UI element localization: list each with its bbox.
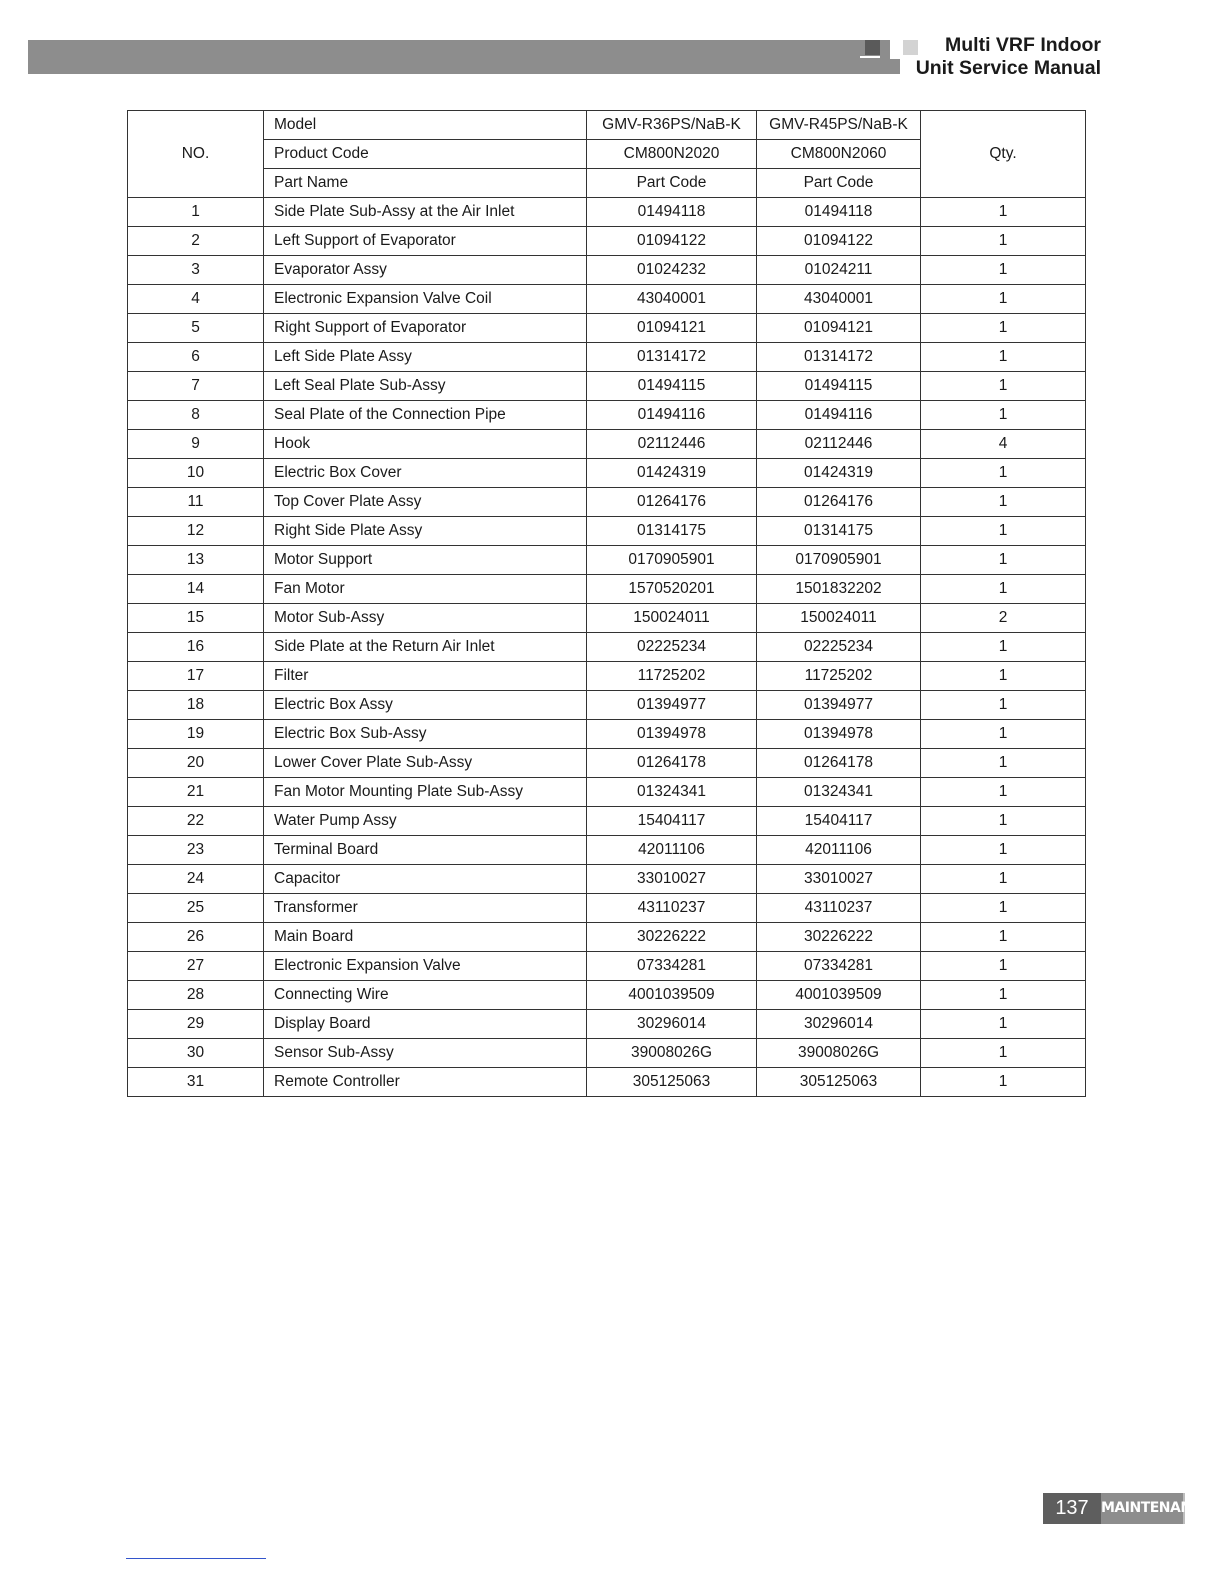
- row-qty: 4: [921, 430, 1086, 459]
- table-row: [128, 1010, 1086, 1039]
- row-code-1: 01394977: [587, 691, 757, 720]
- manual-title-line1: Multi VRF Indoor: [945, 34, 1101, 56]
- row-code-2: 43110237: [757, 894, 921, 923]
- row-no: 11: [128, 488, 264, 517]
- table-row: [128, 807, 1086, 836]
- table-row: [128, 575, 1086, 604]
- product-code-2: CM800N2060: [757, 140, 921, 169]
- row-code-1: 01424319: [587, 459, 757, 488]
- row-qty: 1: [921, 778, 1086, 807]
- row-qty: 1: [921, 401, 1086, 430]
- row-qty: 1: [921, 981, 1086, 1010]
- table-row: [128, 227, 1086, 256]
- table-row: [128, 285, 1086, 314]
- row-qty: 1: [921, 749, 1086, 778]
- row-code-1: 01494115: [587, 372, 757, 401]
- row-qty: 1: [921, 720, 1086, 749]
- row-code-1: 305125063: [587, 1068, 757, 1097]
- row-no: 25: [128, 894, 264, 923]
- row-no: 7: [128, 372, 264, 401]
- row-qty: 1: [921, 952, 1086, 981]
- table-row: [128, 778, 1086, 807]
- row-no: 13: [128, 546, 264, 575]
- row-no: 22: [128, 807, 264, 836]
- row-qty: 1: [921, 1010, 1086, 1039]
- footer-line: [126, 1558, 266, 1559]
- row-code-1: 01324341: [587, 778, 757, 807]
- row-code-2: 01094122: [757, 227, 921, 256]
- model-label: Model: [264, 111, 587, 140]
- row-code-1: 150024011: [587, 604, 757, 633]
- row-no: 27: [128, 952, 264, 981]
- row-code-2: 42011106: [757, 836, 921, 865]
- row-no: 18: [128, 691, 264, 720]
- row-part-name: Sensor Sub-Assy: [264, 1039, 587, 1068]
- part-name-label: Part Name: [264, 169, 587, 198]
- page-number: 137: [1043, 1493, 1101, 1524]
- table-row: [128, 604, 1086, 633]
- model-1: GMV-R36PS/NaB-K: [587, 111, 757, 140]
- manual-title: [916, 34, 1101, 80]
- row-no: 1: [128, 198, 264, 227]
- row-no: 21: [128, 778, 264, 807]
- no-header: NO.: [128, 111, 264, 198]
- row-part-name: Electric Box Sub-Assy: [264, 720, 587, 749]
- row-no: 14: [128, 575, 264, 604]
- row-qty: 1: [921, 691, 1086, 720]
- table-row: [128, 256, 1086, 285]
- row-no: 30: [128, 1039, 264, 1068]
- row-code-2: 01264176: [757, 488, 921, 517]
- row-code-2: 30296014: [757, 1010, 921, 1039]
- row-part-name: Fan Motor: [264, 575, 587, 604]
- row-part-name: Terminal Board: [264, 836, 587, 865]
- table-row: [128, 1039, 1086, 1068]
- row-qty: 1: [921, 343, 1086, 372]
- product-code-1: CM800N2020: [587, 140, 757, 169]
- row-code-2: 1501832202: [757, 575, 921, 604]
- row-code-2: 15404117: [757, 807, 921, 836]
- row-part-name: Left Side Plate Assy: [264, 343, 587, 372]
- row-qty: 1: [921, 894, 1086, 923]
- row-code-2: 30226222: [757, 923, 921, 952]
- row-code-1: 01494116: [587, 401, 757, 430]
- part-code-label-1: Part Code: [587, 169, 757, 198]
- row-code-1: 01094121: [587, 314, 757, 343]
- table-row: [128, 488, 1086, 517]
- row-no: 8: [128, 401, 264, 430]
- row-code-2: 11725202: [757, 662, 921, 691]
- table-row: [128, 459, 1086, 488]
- table-row: [128, 720, 1086, 749]
- row-code-1: 01314175: [587, 517, 757, 546]
- table-row: [128, 1068, 1086, 1097]
- row-code-2: 150024011: [757, 604, 921, 633]
- row-part-name: Filter: [264, 662, 587, 691]
- row-part-name: Right Side Plate Assy: [264, 517, 587, 546]
- table-row: [128, 372, 1086, 401]
- row-code-2: 01314175: [757, 517, 921, 546]
- table-row: [128, 401, 1086, 430]
- row-code-1: 43110237: [587, 894, 757, 923]
- row-code-1: 01314172: [587, 343, 757, 372]
- row-code-2: 43040001: [757, 285, 921, 314]
- table-row: [128, 749, 1086, 778]
- row-code-2: 01424319: [757, 459, 921, 488]
- row-part-name: Motor Support: [264, 546, 587, 575]
- row-code-1: 43040001: [587, 285, 757, 314]
- row-code-1: 39008026G: [587, 1039, 757, 1068]
- row-qty: 1: [921, 314, 1086, 343]
- row-qty: 1: [921, 459, 1086, 488]
- manual-title-line2: Unit Service Manual: [915, 57, 1101, 79]
- row-qty: 1: [921, 517, 1086, 546]
- row-code-2: 01024211: [757, 256, 921, 285]
- table-row: [128, 923, 1086, 952]
- row-qty: 1: [921, 807, 1086, 836]
- row-code-1: 4001039509: [587, 981, 757, 1010]
- table-row: [128, 430, 1086, 459]
- header-square-dark: [865, 40, 880, 55]
- row-part-name: Connecting Wire: [264, 981, 587, 1010]
- row-qty: 1: [921, 575, 1086, 604]
- row-qty: 1: [921, 1068, 1086, 1097]
- row-no: 6: [128, 343, 264, 372]
- row-code-1: 01394978: [587, 720, 757, 749]
- part-code-label-2: Part Code: [757, 169, 921, 198]
- table-row: [128, 865, 1086, 894]
- row-code-1: 11725202: [587, 662, 757, 691]
- row-qty: 1: [921, 285, 1086, 314]
- row-code-2: 39008026G: [757, 1039, 921, 1068]
- header-square-mid: [885, 59, 900, 74]
- row-code-1: 01494118: [587, 198, 757, 227]
- row-code-2: 01264178: [757, 749, 921, 778]
- row-code-2: 01394977: [757, 691, 921, 720]
- row-code-2: 4001039509: [757, 981, 921, 1010]
- row-code-1: 42011106: [587, 836, 757, 865]
- row-code-2: 01394978: [757, 720, 921, 749]
- row-part-name: Water Pump Assy: [264, 807, 587, 836]
- row-code-1: 02225234: [587, 633, 757, 662]
- row-code-2: 01494115: [757, 372, 921, 401]
- row-part-name: Right Support of Evaporator: [264, 314, 587, 343]
- row-part-name: Remote Controller: [264, 1068, 587, 1097]
- row-no: 19: [128, 720, 264, 749]
- row-code-1: 01264178: [587, 749, 757, 778]
- row-code-1: 01024232: [587, 256, 757, 285]
- row-no: 4: [128, 285, 264, 314]
- row-code-1: 30296014: [587, 1010, 757, 1039]
- row-qty: 1: [921, 923, 1086, 952]
- row-qty: 1: [921, 372, 1086, 401]
- qty-header: Qty.: [921, 111, 1086, 198]
- row-part-name: Hook: [264, 430, 587, 459]
- row-qty: 1: [921, 836, 1086, 865]
- table-row: [128, 691, 1086, 720]
- row-code-1: 01094122: [587, 227, 757, 256]
- table-row: [128, 894, 1086, 923]
- row-no: 17: [128, 662, 264, 691]
- row-qty: 1: [921, 256, 1086, 285]
- table-row: [128, 662, 1086, 691]
- row-no: 28: [128, 981, 264, 1010]
- model-2: GMV-R45PS/NaB-K: [757, 111, 921, 140]
- table-row: [128, 952, 1086, 981]
- row-no: 3: [128, 256, 264, 285]
- row-code-2: 01324341: [757, 778, 921, 807]
- row-part-name: Transformer: [264, 894, 587, 923]
- row-code-1: 33010027: [587, 865, 757, 894]
- row-no: 20: [128, 749, 264, 778]
- header-row-model: [128, 111, 1086, 140]
- row-code-2: 0170905901: [757, 546, 921, 575]
- row-part-name: Fan Motor Mounting Plate Sub-Assy: [264, 778, 587, 807]
- row-code-1: 1570520201: [587, 575, 757, 604]
- table-row: [128, 981, 1086, 1010]
- table-row: [128, 343, 1086, 372]
- header-bar: [28, 40, 890, 74]
- row-part-name: Electronic Expansion Valve: [264, 952, 587, 981]
- table-row: [128, 836, 1086, 865]
- row-no: 15: [128, 604, 264, 633]
- row-part-name: Seal Plate of the Connection Pipe: [264, 401, 587, 430]
- row-code-1: 0170905901: [587, 546, 757, 575]
- row-no: 5: [128, 314, 264, 343]
- row-qty: 1: [921, 546, 1086, 575]
- row-code-2: 305125063: [757, 1068, 921, 1097]
- section-label: MAINTENANCE: [1101, 1493, 1185, 1524]
- row-part-name: Side Plate Sub-Assy at the Air Inlet: [264, 198, 587, 227]
- table-row: [128, 546, 1086, 575]
- row-part-name: Evaporator Assy: [264, 256, 587, 285]
- table-row: [128, 517, 1086, 546]
- header-divider: [860, 56, 880, 58]
- row-qty: 1: [921, 1039, 1086, 1068]
- row-code-2: 01494118: [757, 198, 921, 227]
- row-no: 29: [128, 1010, 264, 1039]
- row-no: 26: [128, 923, 264, 952]
- row-code-2: 02225234: [757, 633, 921, 662]
- row-qty: 1: [921, 227, 1086, 256]
- table-row: [128, 314, 1086, 343]
- row-no: 31: [128, 1068, 264, 1097]
- row-code-2: 01314172: [757, 343, 921, 372]
- row-qty: 1: [921, 662, 1086, 691]
- row-qty: 1: [921, 865, 1086, 894]
- row-no: 23: [128, 836, 264, 865]
- row-part-name: Electronic Expansion Valve Coil: [264, 285, 587, 314]
- row-part-name: Main Board: [264, 923, 587, 952]
- row-code-1: 15404117: [587, 807, 757, 836]
- row-code-2: 07334281: [757, 952, 921, 981]
- product-code-label: Product Code: [264, 140, 587, 169]
- row-part-name: Left Support of Evaporator: [264, 227, 587, 256]
- row-no: 9: [128, 430, 264, 459]
- row-part-name: Electric Box Assy: [264, 691, 587, 720]
- row-qty: 1: [921, 488, 1086, 517]
- row-code-1: 30226222: [587, 923, 757, 952]
- row-code-2: 33010027: [757, 865, 921, 894]
- table-row: [128, 633, 1086, 662]
- row-no: 2: [128, 227, 264, 256]
- row-qty: 1: [921, 633, 1086, 662]
- row-part-name: Top Cover Plate Assy: [264, 488, 587, 517]
- row-no: 10: [128, 459, 264, 488]
- row-code-1: 07334281: [587, 952, 757, 981]
- row-part-name: Display Board: [264, 1010, 587, 1039]
- row-code-1: 02112446: [587, 430, 757, 459]
- table-row: [128, 198, 1086, 227]
- row-part-name: Side Plate at the Return Air Inlet: [264, 633, 587, 662]
- row-part-name: Electric Box Cover: [264, 459, 587, 488]
- row-code-2: 01094121: [757, 314, 921, 343]
- row-part-name: Lower Cover Plate Sub-Assy: [264, 749, 587, 778]
- row-code-2: 02112446: [757, 430, 921, 459]
- row-part-name: Capacitor: [264, 865, 587, 894]
- row-part-name: Left Seal Plate Sub-Assy: [264, 372, 587, 401]
- row-no: 16: [128, 633, 264, 662]
- row-qty: 1: [921, 198, 1086, 227]
- row-no: 24: [128, 865, 264, 894]
- parts-table: [127, 110, 1086, 1097]
- row-no: 12: [128, 517, 264, 546]
- row-code-2: 01494116: [757, 401, 921, 430]
- row-code-1: 01264176: [587, 488, 757, 517]
- row-part-name: Motor Sub-Assy: [264, 604, 587, 633]
- row-qty: 2: [921, 604, 1086, 633]
